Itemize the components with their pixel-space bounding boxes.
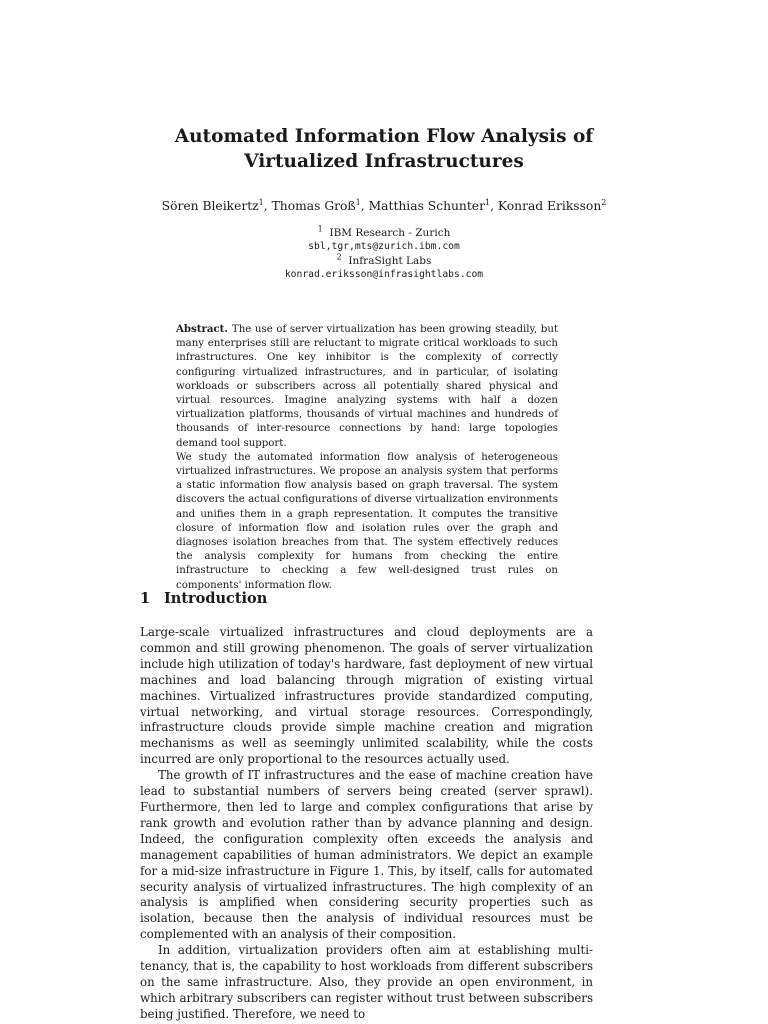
section-title: Introduction bbox=[164, 590, 268, 607]
abstract-paragraph bbox=[176, 322, 558, 451]
author-name: Matthias Schunter bbox=[368, 199, 485, 213]
affiliation-org bbox=[0, 226, 768, 240]
affiliation-mark: 1 bbox=[317, 224, 323, 234]
author-name: Thomas Groß bbox=[271, 199, 356, 213]
title-line-1: Automated Information Flow Analysis of bbox=[174, 126, 594, 147]
affiliations bbox=[0, 226, 768, 282]
affiliation-email: sbl,tgr,mts@zurich.ibm.com bbox=[308, 241, 460, 252]
abstract bbox=[176, 322, 558, 593]
author-list: Sören Bleikertz$^1$, Thomas Groß$^1$, Matthias Schunter$^1$, Konrad Eriksson$^2$ bbox=[161, 197, 607, 213]
body-paragraph: Large-scale virtualized infrastructures and cloud deployments are a common and still growing phenomenon. The goals of server virtualization include high utilization of today's hardware, fast deployment of new virtual machines and load balancing through migration of existing virtual machines. Virtualized infrastructures provide standardized computing, virtual networking, and virtual storage resources. Correspondingly, infrastructure clouds provide simple machine creation and migration mechanisms as well as seemingly unlimited scalability, while the costs incurred are only proportional to the resources actually used. bbox=[140, 625, 593, 767]
section-heading bbox=[140, 590, 267, 608]
body-text bbox=[140, 625, 593, 1023]
abstract-paragraph: We study the automated information flow analysis of heterogeneous virtualized infrastructures. We propose an analysis system that performs a static information flow analysis based on graph traversal. The system discovers the actual configurations of diverse virtualization environments and unifies them in a graph representation. It computes the transitive closure of information flow and isolation rules over the graph and diagnoses isolation breaches from that. The system effectively reduces the analysis complexity for humans from checking the entire infrastructure to checking a few well-designed trust rules on components' information flow. bbox=[176, 451, 558, 591]
abstract-text: The use of server virtualization has been growing steadily, but many enterprises still are reluctant to migrate critical workloads to such infrastructures. One key inhibitor is the complexity of correctly configuring virtualized infrastructures, and in particular, of isolating workloads or subscribers across all potentially shared physical and virtual resources. Imagine analyzing systems with half a dozen virtualization platforms, thousands of virtual machines and hundreds of thousands of inter-resource connections by hand: large topologies demand tool support. bbox=[176, 324, 558, 449]
affiliation-org-name: IBM Research - Zurich bbox=[329, 227, 451, 239]
body-paragraph: The growth of IT infrastructures and the ease of machine creation have lead to substantial numbers of servers being created (server sprawl). Furthermore, then led to large and complex configurations that arise by rank growth and evolution rather than by advance planning and design. Indeed, the configuration complexity often exceeds the analysis and management capabilities of human administrators. We depict an example for a mid-size infrastructure in Figure 1. This, by itself, calls for automated security analysis of virtualized infrastructures. The high complexity of an analysis is amplified when considering security properties such as isolation, because then the analysis of individual resources must be complemented with an analysis of their composition. bbox=[140, 768, 593, 942]
author-affil-mark: 2 bbox=[601, 197, 607, 207]
affiliation-email: konrad.eriksson@infrasightlabs.com bbox=[284, 269, 484, 280]
affiliation-org-name: InfraSight Labs bbox=[348, 255, 432, 267]
author-name: Konrad Eriksson bbox=[497, 199, 602, 213]
title-line-2: Virtualized Infrastructures bbox=[244, 151, 524, 172]
body-paragraph: In addition, virtualization providers often aim at establishing multi-tenancy, that is, the capability to host workloads from different subscribers on the same infrastructure. Also, they provide an open environment, in which arbitrary subscribers can register without trust between subscribers being justified. Therefore, we need to bbox=[140, 943, 593, 1021]
section-number: 1 bbox=[140, 590, 151, 607]
author-affil-mark: 1 bbox=[355, 197, 361, 207]
abstract-label: Abstract. bbox=[176, 323, 228, 335]
author-affil-mark: 1 bbox=[484, 197, 491, 207]
author-affil-mark: 1 bbox=[258, 197, 264, 207]
author-name: Sören Bleikertz bbox=[161, 199, 259, 213]
affiliation-mark: 2 bbox=[336, 252, 342, 262]
paper-title bbox=[0, 124, 768, 174]
affiliation-org bbox=[0, 254, 768, 268]
